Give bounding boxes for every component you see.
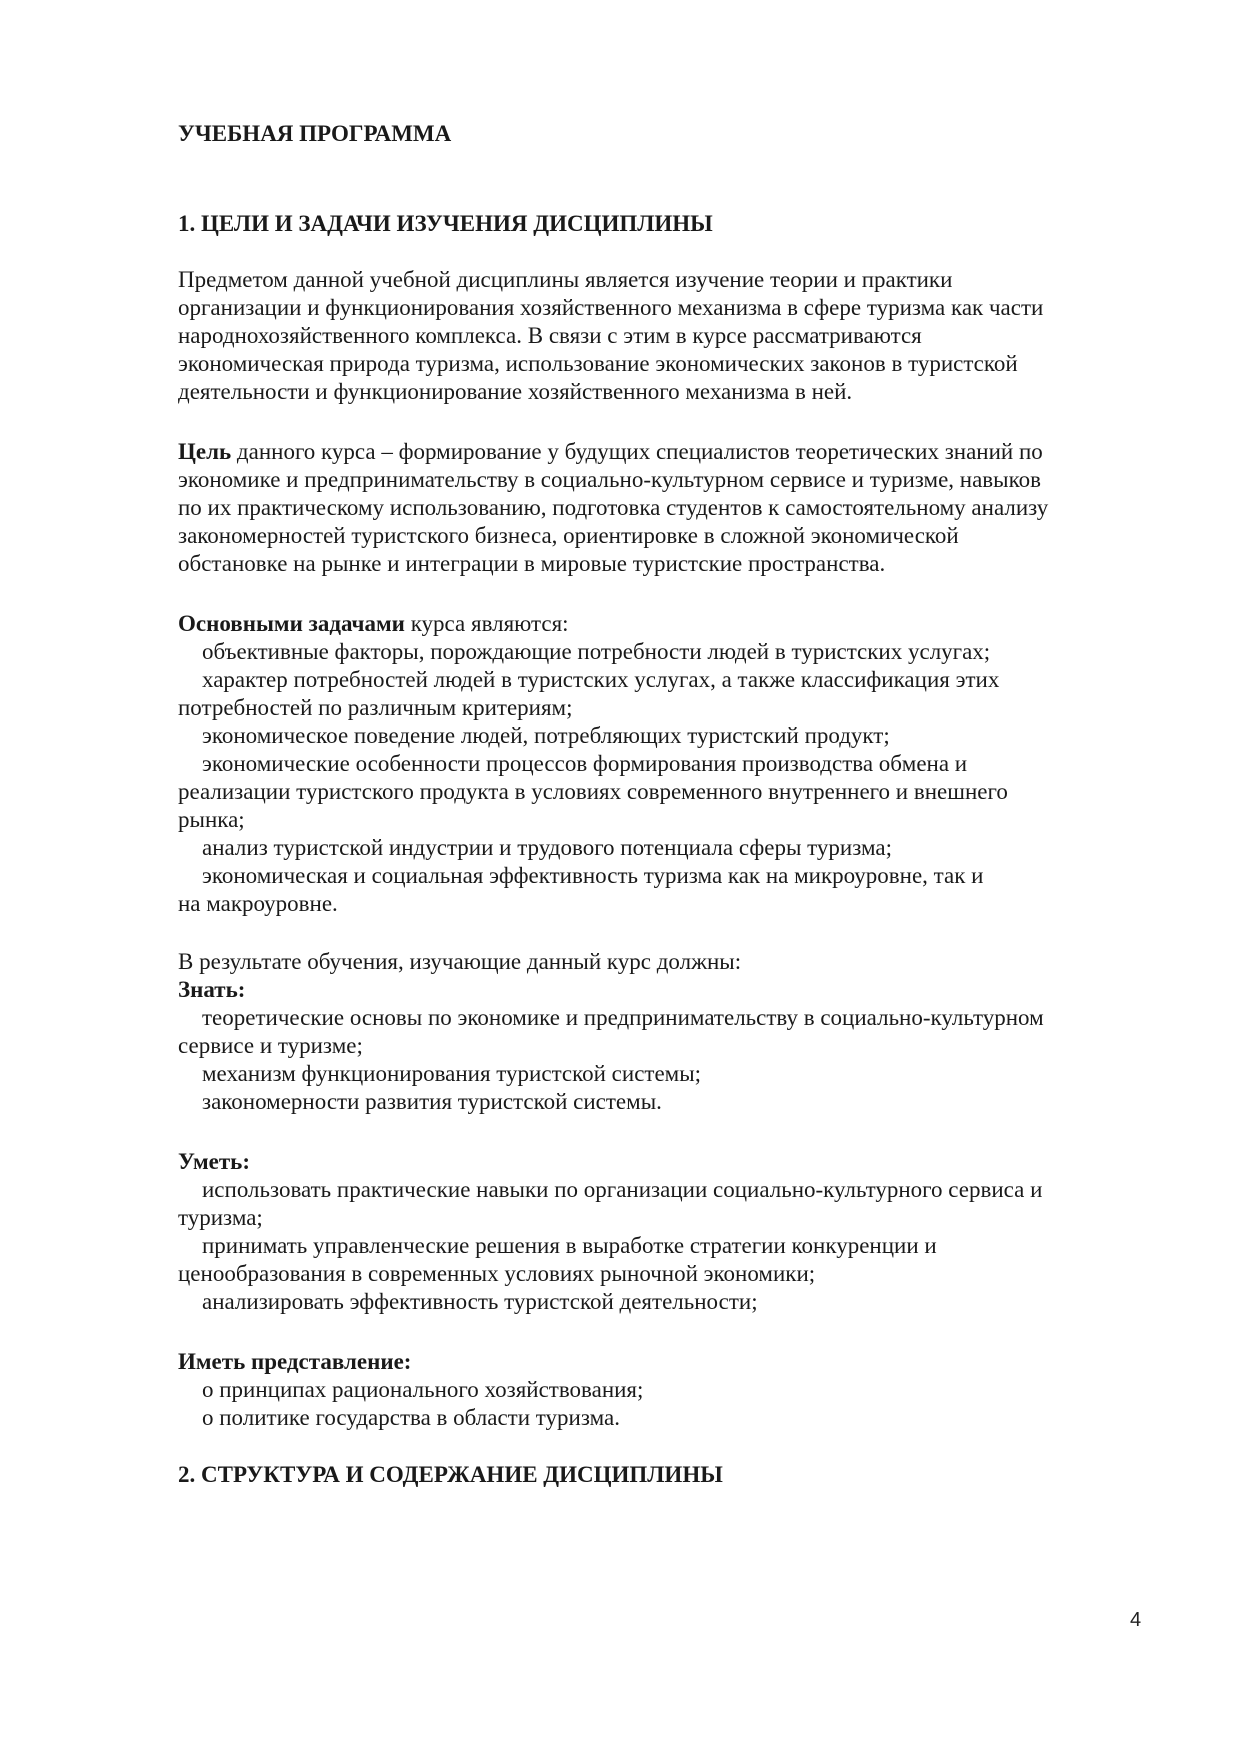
tasks-label: Основными задачами xyxy=(178,611,405,636)
idea-item: о политике государства в области туризма. xyxy=(202,1405,620,1430)
know-item: закономерности развития туристской системы. xyxy=(202,1089,662,1114)
know-item-cont: сервисе и туризме; xyxy=(178,1033,363,1058)
idea-block xyxy=(178,1348,1158,1432)
tasks-block xyxy=(178,610,1158,918)
know-item: механизм функционирования туристской системы; xyxy=(202,1061,702,1086)
text-line: Предметом данной учебной дисциплины является изучение теории и практики xyxy=(178,267,953,292)
text-line: деятельности и функционирование хозяйственного механизма в ней. xyxy=(178,379,853,404)
text-line: экономике и предпринимательству в социально-культурном сервисе и туризме, навыков xyxy=(178,467,1041,492)
task-item: экономическое поведение людей, потребляющих туристский продукт; xyxy=(202,723,890,748)
know-item: теоретические основы по экономике и предпринимательству в социально-культурном xyxy=(202,1005,1044,1030)
page-number: 4 xyxy=(1130,1609,1142,1631)
task-item-cont: реализации туристского продукта в условиях современного внутреннего и внешнего xyxy=(178,779,1008,804)
able-item-cont: ценообразования в современных условиях рыночной экономики; xyxy=(178,1261,816,1286)
task-item-cont: потребностей по различным критериям; xyxy=(178,695,573,720)
task-item-cont: рынка; xyxy=(178,807,245,832)
text-line: по их практическому использованию, подготовка студентов к самостоятельному анализу xyxy=(178,495,1049,520)
document-title: УЧЕБНАЯ ПРОГРАММА xyxy=(178,121,452,146)
intro-paragraph xyxy=(178,266,1158,406)
able-item-cont: туризма; xyxy=(178,1205,263,1230)
idea-item: о принципах рационального хозяйствования; xyxy=(202,1377,644,1402)
able-label: Уметь: xyxy=(178,1149,250,1174)
section-1-heading: 1. ЦЕЛИ И ЗАДАЧИ ИЗУЧЕНИЯ ДИСЦИПЛИНЫ xyxy=(178,211,713,236)
task-item: характер потребностей людей в туристских услугах, а также классификация этих xyxy=(202,667,1000,692)
results-block xyxy=(178,948,1158,1116)
task-item: объективные факторы, порождающие потребности людей в туристских услугах; xyxy=(202,639,991,664)
goal-text: данного курса – формирование у будущих специалистов теоретических знаний по xyxy=(231,439,1043,464)
able-block xyxy=(178,1148,1158,1316)
text-line xyxy=(178,438,1158,466)
text-line: обстановке на рынке и интеграции в мировые туристские пространства. xyxy=(178,551,886,576)
able-item: использовать практические навыки по организации социально-культурного сервиса и xyxy=(202,1177,1043,1202)
task-item: анализ туристской индустрии и трудового потенциала сферы туризма; xyxy=(202,835,892,860)
text-line: организации и функционирования хозяйственного механизма в сфере туризма как части xyxy=(178,295,1044,320)
results-intro: В результате обучения, изучающие данный курс должны: xyxy=(178,949,742,974)
text-line: закономерностей туристского бизнеса, ориентировке в сложной экономической xyxy=(178,523,959,548)
goal-label: Цель xyxy=(178,439,232,464)
task-item-cont: на макроуровне. xyxy=(178,891,338,916)
able-item: анализировать эффективность туристской деятельности; xyxy=(202,1289,758,1314)
text-line: экономическая природа туризма, использование экономических законов в туристской xyxy=(178,351,1018,376)
text-line: народнохозяйственного комплекса. В связи с этим в курсе рассматриваются xyxy=(178,323,922,348)
task-item: экономическая и социальная эффективность туризма как на микроуровне, так и xyxy=(202,863,984,888)
tasks-intro: Основными задачами курса являются: xyxy=(178,611,569,636)
section-2-heading: 2. СТРУКТУРА И СОДЕРЖАНИЕ ДИСЦИПЛИНЫ xyxy=(178,1462,723,1487)
able-item: принимать управленческие решения в выработке стратегии конкуренции и xyxy=(202,1233,937,1258)
idea-label: Иметь представление: xyxy=(178,1349,412,1374)
task-item: экономические особенности процессов формирования производства обмена и xyxy=(202,751,968,776)
know-label: Знать: xyxy=(178,977,246,1002)
goal-paragraph xyxy=(178,438,1158,578)
